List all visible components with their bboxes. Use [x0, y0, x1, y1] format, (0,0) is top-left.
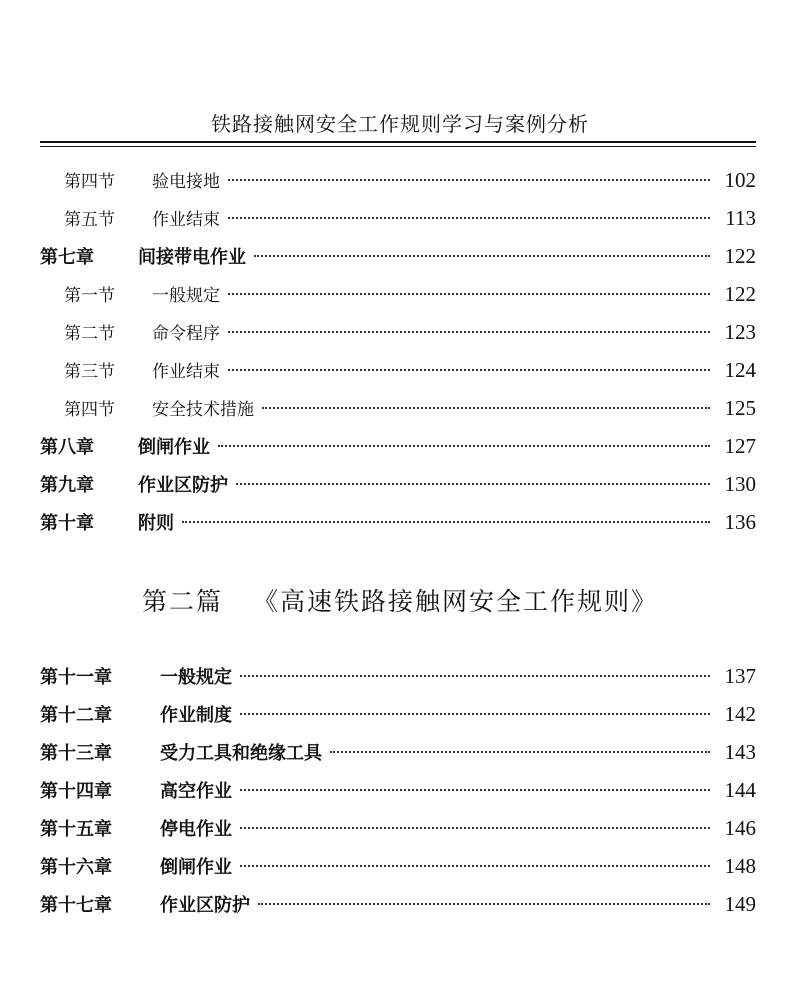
- toc-entry-page: 146: [724, 816, 756, 840]
- toc-entry-chapter: [40, 695, 756, 733]
- toc-entry-chapter: [40, 885, 756, 923]
- toc-entry-page: 113: [725, 206, 756, 230]
- toc-entry-title: 倒闸作业: [160, 857, 232, 878]
- toc-entry-title: 倒闸作业: [138, 437, 210, 458]
- toc-entry-title: 附则: [138, 513, 174, 534]
- toc-entry-title: 停电作业: [160, 819, 232, 840]
- toc-entry-page: 122: [724, 244, 756, 268]
- dot-leader: [182, 521, 710, 523]
- toc-entry-title: 一般规定: [160, 667, 232, 688]
- part-title: [0, 582, 800, 618]
- toc-entry-title: 一般规定: [152, 286, 220, 306]
- toc-entry-number: 第二节: [64, 324, 115, 344]
- toc-entry-page: 123: [724, 320, 756, 344]
- dot-leader: [262, 407, 710, 409]
- dot-leader: [240, 789, 710, 791]
- toc-entry-number: 第十七章: [40, 895, 112, 916]
- toc-entry-page: 130: [724, 472, 756, 496]
- dot-leader: [240, 713, 710, 715]
- toc-entry-page: 144: [724, 778, 756, 802]
- toc-entry-chapter: [40, 771, 756, 809]
- header-rule-thin: [40, 146, 756, 147]
- dot-leader: [240, 865, 710, 867]
- toc-entry-number: 第十章: [40, 513, 94, 534]
- part-label: 第二篇: [141, 587, 223, 616]
- running-header: 铁路接触网安全工作规则学习与案例分析: [211, 112, 589, 136]
- toc-entry-page: 102: [724, 168, 756, 192]
- toc-part-one: [40, 161, 756, 541]
- toc-entry-number: 第十五章: [40, 819, 112, 840]
- toc-entry-number: 第九章: [40, 475, 94, 496]
- toc-entry-title: 作业制度: [160, 705, 232, 726]
- toc-entry-number: 第八章: [40, 437, 94, 458]
- toc-entry-number: 第十四章: [40, 781, 112, 802]
- toc-entry-page: 149: [724, 892, 756, 916]
- toc-entry-chapter: [40, 465, 756, 503]
- toc-entry-title: 作业结束: [152, 362, 220, 382]
- toc-entry-title: 作业结束: [152, 210, 220, 230]
- dot-leader: [228, 369, 710, 371]
- toc-entry-title: 高空作业: [160, 781, 232, 802]
- toc-entry-page: 137: [724, 664, 756, 688]
- toc-entry-number: 第七章: [40, 247, 94, 268]
- toc-entry-title: 安全技术措施: [152, 400, 254, 420]
- dot-leader: [236, 483, 710, 485]
- toc-entry-number: 第十三章: [40, 743, 112, 764]
- dot-leader: [330, 751, 710, 753]
- toc-entry-page: 148: [724, 854, 756, 878]
- toc-entry-number: 第十六章: [40, 857, 112, 878]
- toc-entry-title: 验电接地: [152, 172, 220, 192]
- toc-entry-page: 122: [724, 282, 756, 306]
- dot-leader: [240, 827, 710, 829]
- toc-entry-page: 142: [724, 702, 756, 726]
- dot-leader: [228, 331, 710, 333]
- toc-entry-number: 第四节: [64, 400, 115, 420]
- toc-entry-number: 第三节: [64, 362, 115, 382]
- toc-entry-section: [40, 161, 756, 199]
- part-name: 《高速铁路接触网安全工作规则》: [253, 587, 659, 616]
- dot-leader: [228, 179, 710, 181]
- toc-entry-chapter: [40, 733, 756, 771]
- dot-leader: [258, 903, 710, 905]
- toc-entry-title: 受力工具和绝缘工具: [160, 743, 322, 764]
- toc-entry-chapter: [40, 809, 756, 847]
- toc-entry-title: 作业区防护: [138, 475, 228, 496]
- toc-entry-page: 127: [724, 434, 756, 458]
- toc-entry-chapter: [40, 427, 756, 465]
- toc-entry-title: 间接带电作业: [138, 247, 246, 268]
- dot-leader: [254, 255, 710, 257]
- toc-entry-section: [40, 199, 756, 237]
- toc-entry-section: [40, 351, 756, 389]
- toc-entry-number: 第五节: [64, 210, 115, 230]
- toc-entry-title: 命令程序: [152, 324, 220, 344]
- toc-entry-page: 124: [724, 358, 756, 382]
- dot-leader: [240, 675, 710, 677]
- dot-leader: [228, 217, 710, 219]
- toc-entry-number: 第四节: [64, 172, 115, 192]
- toc-entry-chapter: [40, 237, 756, 275]
- toc-entry-chapter: [40, 657, 756, 695]
- header-rule-thick: [40, 141, 756, 143]
- dot-leader: [218, 445, 710, 447]
- toc-entry-chapter: [40, 503, 756, 541]
- toc-entry-section: [40, 389, 756, 427]
- toc-part-two: [40, 657, 756, 923]
- toc-entry-title: 作业区防护: [160, 895, 250, 916]
- toc-entry-page: 136: [724, 510, 756, 534]
- dot-leader: [228, 293, 710, 295]
- toc-entry-page: 125: [724, 396, 756, 420]
- toc-entry-number: 第一节: [64, 286, 115, 306]
- toc-entry-chapter: [40, 847, 756, 885]
- toc-entry-section: [40, 313, 756, 351]
- toc-entry-page: 143: [724, 740, 756, 764]
- toc-entry-section: [40, 275, 756, 313]
- toc-entry-number: 第十一章: [40, 667, 112, 688]
- toc-entry-number: 第十二章: [40, 705, 112, 726]
